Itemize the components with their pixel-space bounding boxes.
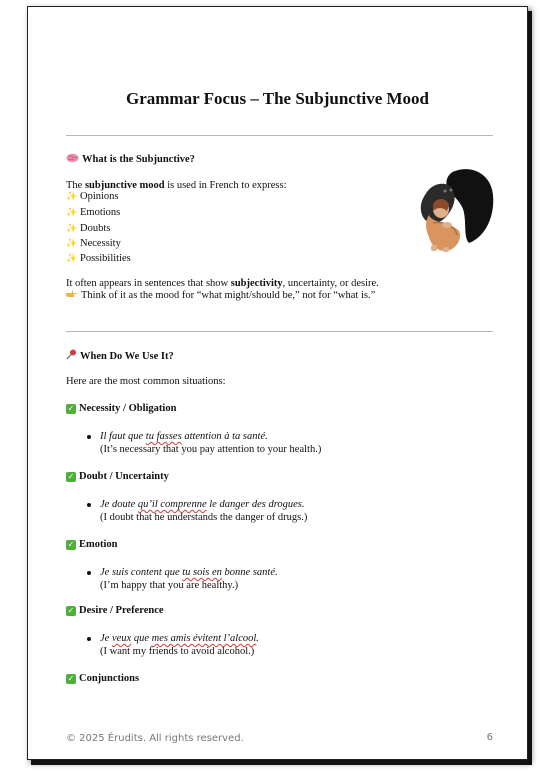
intro-text: The [66, 180, 85, 191]
group-label: Conjunctions [79, 673, 140, 684]
sparkles-icon: ✨ [66, 207, 78, 217]
list-item-label: Opinions [80, 191, 119, 202]
sparkles-icon: ✨ [66, 223, 78, 233]
english-translation: (It’s necessary that you pay attention to your health.) [100, 444, 322, 455]
english-translation: (I doubt that he understands the danger of drugs.) [100, 512, 308, 523]
sparkles-icon: ✨ [66, 253, 78, 263]
group-heading-necessity [66, 403, 176, 414]
list-item [66, 191, 119, 202]
section-heading-what-is [66, 153, 195, 166]
check-mark-icon: ✓ [67, 403, 75, 413]
pushpin-icon [66, 349, 77, 363]
page-number: 6 [486, 732, 493, 743]
english-translation: (I want my friends to avoid alcohol.) [100, 646, 255, 657]
check-mark-icon: ✓ [67, 605, 75, 615]
intro-bold: subjunctive mood [84, 180, 165, 191]
divider [66, 331, 493, 332]
bullet-dot [87, 637, 91, 641]
list-item-label: Doubts [80, 223, 111, 234]
group-heading-emotion [66, 539, 118, 550]
list-item [66, 253, 131, 264]
check-mark-icon: ✓ [67, 471, 75, 481]
divider [66, 135, 493, 136]
bullet-dot [87, 435, 91, 439]
group-heading-desire [66, 605, 164, 616]
french-example: Je veux que mes amis évitent l’alcool. [100, 633, 259, 644]
pointing-hand-icon [66, 289, 77, 301]
group-heading-conjunctions [66, 673, 139, 684]
section-heading-when [66, 349, 174, 363]
check-mark-icon: ✓ [67, 673, 75, 683]
sparkles-icon: ✨ [66, 238, 78, 248]
group-label: Desire / Preference [79, 605, 164, 616]
list-item [66, 223, 110, 234]
anxiety-illustration [411, 165, 495, 255]
french-example: Il faut que tu fasses attention à ta santé. [100, 431, 268, 442]
list-item [66, 207, 120, 218]
check-mark-icon: ✓ [67, 539, 75, 549]
group-label: Emotion [79, 539, 118, 550]
list-item-label: Necessity [80, 238, 121, 249]
group-label: Necessity / Obligation [79, 403, 177, 414]
example-item [100, 566, 278, 592]
group-heading-doubt [66, 471, 169, 482]
tip-line [66, 289, 375, 301]
page-title: Grammar Focus – The Subjunctive Mood [125, 89, 430, 108]
situations-intro: Here are the most common situations: [66, 376, 226, 387]
english-translation: (I’m happy that you are healthy.) [100, 580, 239, 591]
tip-text: Think of it as the mood for “what might/should be,” not for “what is.” [81, 289, 376, 301]
sentence-bold: subjectivity [230, 278, 283, 289]
example-item [100, 430, 321, 456]
sparkles-icon: ✨ [66, 191, 78, 201]
intro-text-end: is used in French to express: [164, 180, 287, 191]
section-heading-text: What is the Subjunctive? [82, 154, 195, 165]
footer-copyright: © 2025 Érudits. All rights reserved. [66, 733, 244, 744]
example-item [100, 632, 259, 658]
list-item-label: Emotions [80, 207, 121, 218]
french-example: Je suis content que tu sois en bonne santé. [100, 567, 278, 578]
sentence-text: It often appears in sentences that show [66, 278, 231, 289]
bullet-dot [87, 503, 91, 507]
list-item [66, 238, 121, 249]
document-page [27, 6, 528, 760]
example-item [100, 498, 307, 524]
section-heading-text: When Do We Use It? [80, 350, 174, 362]
list-item-label: Possibilities [80, 253, 131, 264]
french-example: Je doute qu’il comprenne le danger des drogues. [100, 499, 305, 510]
bullet-dot [87, 571, 91, 575]
brain-icon [66, 153, 79, 166]
sentence-text-end: , uncertainty, or desire. [282, 278, 379, 289]
group-label: Doubt / Uncertainty [79, 471, 169, 482]
